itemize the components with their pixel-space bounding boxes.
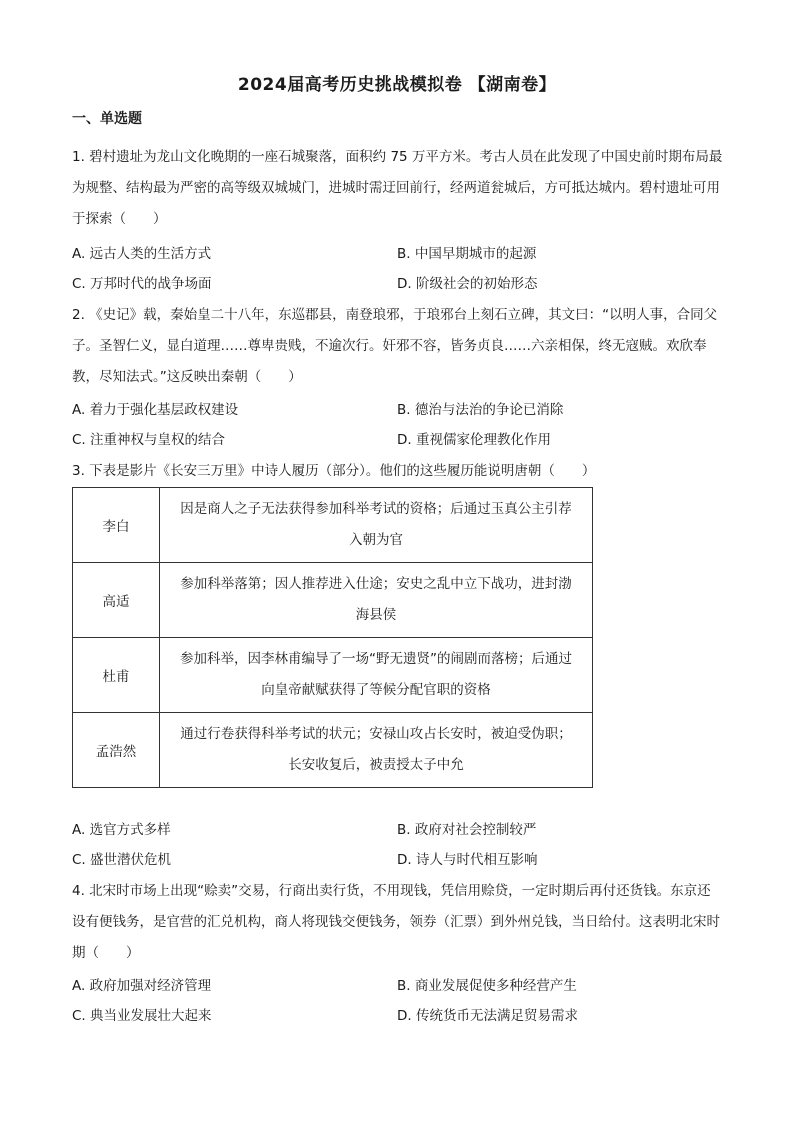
table-row <box>73 638 593 713</box>
question-1-option-a[interactable]: A. 远古人类的生活方式 <box>72 246 212 262</box>
question-4-option-a[interactable]: A. 政府加强对经济管理 <box>72 978 212 994</box>
question-2-stem: 2. 《史记》载，秦始皇二十八年，东巡郡县，南登琅邪，于琅邪台上刻石立碑，其文曰：“以明人事，合同父子。圣智仁义，显白道理……尊卑贵贱，不逾次行。奸邪不容，皆务贞良……六亲相保，终无寇贼。欢欣奉教，尽知法式。”这反映出秦朝（ ） <box>72 307 718 385</box>
poet-name-cell: 高适 <box>73 563 160 638</box>
question-3-option-a[interactable]: A. 选官方式多样 <box>72 822 171 838</box>
poet-resume-cell: 参加科举落第；因人推荐进入仕途；安史之乱中立下战功，进封渤海县侯 <box>160 563 593 638</box>
question-1-option-d[interactable]: D. 阶级社会的初始形态 <box>397 276 538 292</box>
poet-name-cell: 孟浩然 <box>73 713 160 788</box>
question-4-stem: 4. 北宋时市场上出现“赊卖”交易，行商出卖行货，不用现钱，凭信用赊贷，一定时期后再付还货钱。东京还设有便钱务，是官营的汇兑机构，商人将现钱交便钱务，领券（汇票）到外州兑钱，当日给付。这表明北宋时期（ ） <box>72 883 720 961</box>
question-2-option-c[interactable]: C. 注重神权与皇权的结合 <box>72 432 226 448</box>
question-4-option-d[interactable]: D. 传统货币无法满足贸易需求 <box>397 1008 578 1024</box>
question-1-option-b[interactable]: B. 中国早期城市的起源 <box>397 246 537 262</box>
poet-resume-cell: 通过行卷获得科举考试的状元；安禄山攻占长安时，被迫受伪职；长安收复后，被责授太子中允 <box>160 713 593 788</box>
table-row <box>73 713 593 788</box>
question-3-option-c[interactable]: C. 盛世潜伏危机 <box>72 852 172 868</box>
question-3-stem: 3. 下表是影片《长安三万里》中诗人履历（部分）。他们的这些履历能说明唐朝（ ） <box>72 463 596 479</box>
question-1-stem: 1. 碧村遗址为龙山文化晚期的一座石城聚落，面积约 75 万平方米。考古人员在此发现了中国史前时期布局最为规整、结构最为严密的高等级双城城门，进城时需迂回前行，经两道瓮城后，方可抵达城内。碧村遗址可用于探索（ ） <box>72 149 723 227</box>
question-1-option-c[interactable]: C. 万邦时代的战争场面 <box>72 276 212 292</box>
section-heading: 一、单选题 <box>72 111 142 127</box>
question-4-option-b[interactable]: B. 商业发展促使多种经营产生 <box>397 978 577 994</box>
exam-title: 2024届高考历史挑战模拟卷 【湖南卷】 <box>237 75 557 95</box>
question-4-option-c[interactable]: C. 典当业发展壮大起来 <box>72 1008 212 1024</box>
question-3-option-b[interactable]: B. 政府对社会控制较严 <box>397 822 537 838</box>
question-2-option-a[interactable]: A. 着力于强化基层政权建设 <box>72 402 239 418</box>
question-2-option-d[interactable]: D. 重视儒家伦理教化作用 <box>397 432 551 448</box>
poet-resume-cell: 因是商人之子无法获得参加科举考试的资格；后通过玉真公主引荐入朝为官 <box>160 488 593 563</box>
poet-resume-cell: 参加科举，因李林甫编导了一场“野无遗贤”的闹剧而落榜；后通过向皇帝献赋获得了等候分配官职的资格 <box>160 638 593 713</box>
poet-resume-table <box>72 487 593 788</box>
question-3-option-d[interactable]: D. 诗人与时代相互影响 <box>397 852 538 868</box>
poet-name-cell: 杜甫 <box>73 638 160 713</box>
poet-name-cell: 李白 <box>73 488 160 563</box>
table-row <box>73 488 593 563</box>
question-2-option-b[interactable]: B. 德治与法治的争论已消除 <box>397 402 564 418</box>
table-row <box>73 563 593 638</box>
